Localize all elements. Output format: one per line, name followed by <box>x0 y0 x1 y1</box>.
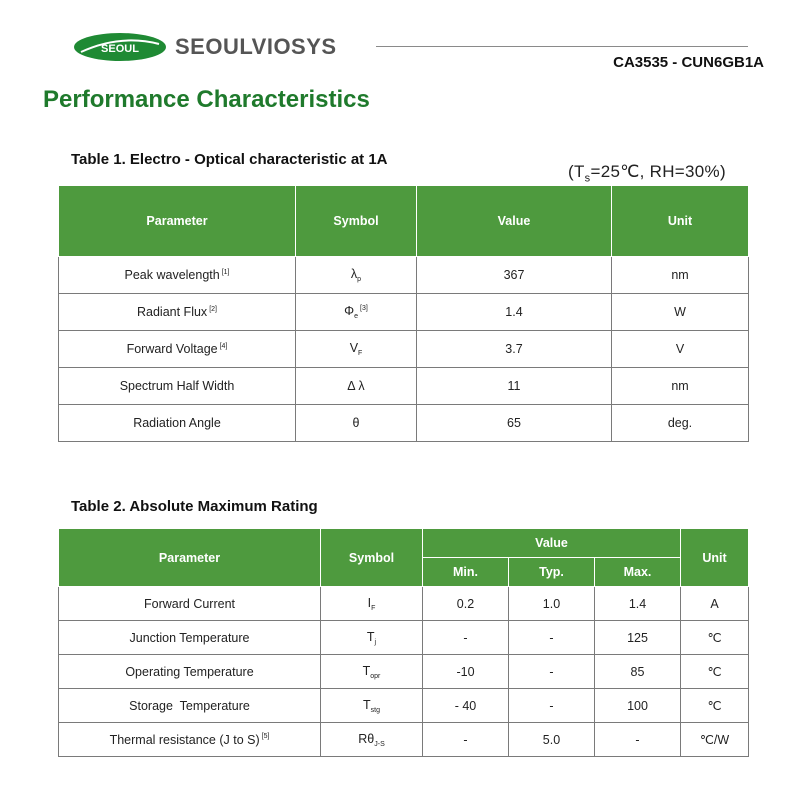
table2-title: Table 2. Absolute Maximum Rating <box>71 498 318 515</box>
header-symbol: Symbol <box>296 186 417 257</box>
unit-cell: nm <box>612 368 749 405</box>
table-row <box>59 331 749 368</box>
header-divider <box>376 46 748 47</box>
header-value: Value <box>423 529 681 558</box>
symbol-cell <box>321 689 423 723</box>
symbol: Φ <box>344 304 355 318</box>
symbol-cell <box>296 257 417 294</box>
min-cell: - 40 <box>423 689 509 723</box>
unit-cell: ℃ <box>681 655 749 689</box>
parameter-label: Radiation Angle <box>133 416 221 430</box>
electro-optical-table <box>58 185 749 442</box>
condition-suffix: =25℃, RH=30%) <box>590 162 726 181</box>
unit-cell: nm <box>612 257 749 294</box>
unit-cell: ℃ <box>681 621 749 655</box>
unit-cell: V <box>612 331 749 368</box>
value-cell: 3.7 <box>417 331 612 368</box>
symbol-cell <box>296 368 417 405</box>
unit-cell: ℃ <box>681 689 749 723</box>
min-cell: -10 <box>423 655 509 689</box>
header-unit: Unit <box>681 529 749 587</box>
table-row <box>59 689 749 723</box>
parameter-cell <box>59 368 296 405</box>
reference-mark: [5] <box>261 733 270 741</box>
reference-mark: [4] <box>219 342 228 350</box>
header-unit: Unit <box>612 186 749 257</box>
condition-prefix: (T <box>568 162 585 181</box>
brand-part2: VIOSYS <box>251 34 337 59</box>
parameter-label: Thermal resistance (J to S) <box>109 732 260 747</box>
symbol: V <box>349 341 359 355</box>
table-row <box>59 587 749 621</box>
table-row <box>59 621 749 655</box>
header-symbol: Symbol <box>321 529 423 587</box>
header-value: Value <box>417 186 612 257</box>
parameter-cell <box>59 405 296 442</box>
header-parameter: Parameter <box>59 186 296 257</box>
value-cell: 65 <box>417 405 612 442</box>
symbol-subscript: e <box>354 313 359 320</box>
min-cell: - <box>423 621 509 655</box>
table-row <box>59 405 749 442</box>
value-cell: 367 <box>417 257 612 294</box>
absolute-maximum-table <box>58 528 749 757</box>
parameter-label: Peak wavelength <box>124 268 220 282</box>
typ-cell: - <box>509 621 595 655</box>
unit-cell: A <box>681 587 749 621</box>
symbol: Rθ <box>358 731 375 746</box>
max-cell: 1.4 <box>595 587 681 621</box>
brand-wordmark <box>175 35 337 59</box>
min-cell: 0.2 <box>423 587 509 621</box>
typ-cell: - <box>509 655 595 689</box>
symbol-cell <box>321 587 423 621</box>
parameter-label: Radiant Flux <box>137 305 208 319</box>
max-cell: 85 <box>595 655 681 689</box>
symbol-subscript: p <box>357 276 362 283</box>
reference-mark: [1] <box>221 268 230 276</box>
parameter-cell <box>59 331 296 368</box>
max-cell: 100 <box>595 689 681 723</box>
header-typ: Typ. <box>509 558 595 587</box>
symbol: T <box>363 697 371 712</box>
min-cell: - <box>423 723 509 757</box>
symbol: T <box>366 629 375 644</box>
reference-mark: [2] <box>209 305 217 313</box>
symbol: T <box>362 663 371 678</box>
symbol-cell <box>296 331 417 368</box>
condition-sub: s <box>584 172 591 185</box>
header-max: Max. <box>595 558 681 587</box>
header-parameter: Parameter <box>59 529 321 587</box>
parameter-label: Forward Voltage <box>126 342 218 356</box>
table2-header-row <box>59 529 749 558</box>
symbol-superscript: [3] <box>360 304 368 312</box>
max-cell: 125 <box>595 621 681 655</box>
table-row <box>59 368 749 405</box>
parameter-cell: Junction Temperature <box>59 621 321 655</box>
page-title: Performance Characteristics <box>43 86 370 113</box>
parameter-cell: Forward Current <box>59 587 321 621</box>
parameter-cell: Storage Temperature <box>59 689 321 723</box>
typ-cell: - <box>509 689 595 723</box>
symbol-cell <box>296 405 417 442</box>
parameter-cell <box>59 723 321 757</box>
parameter-cell <box>59 294 296 331</box>
symbol-subscript: J-S <box>374 740 385 748</box>
table1-condition <box>568 162 726 184</box>
seoul-logo-icon <box>73 32 167 62</box>
symbol-cell <box>296 294 417 331</box>
table-row <box>59 723 749 757</box>
symbol: θ <box>352 416 360 430</box>
table-row <box>59 294 749 331</box>
unit-cell: W <box>612 294 749 331</box>
typ-cell: 5.0 <box>509 723 595 757</box>
symbol: Δ λ <box>347 379 365 393</box>
table1-title: Table 1. Electro - Optical characteristic at 1A <box>71 151 388 168</box>
unit-cell: deg. <box>612 405 749 442</box>
typ-cell: 1.0 <box>509 587 595 621</box>
symbol: I <box>367 595 372 610</box>
table1-header-row <box>59 186 749 257</box>
symbol-subscript: F <box>358 350 363 357</box>
symbol-subscript: opr <box>370 672 381 680</box>
parameter-label: Spectrum Half Width <box>119 379 235 393</box>
symbol-cell <box>321 655 423 689</box>
brand-part1: SEOUL <box>175 34 252 59</box>
value-cell: 11 <box>417 368 612 405</box>
symbol-cell <box>321 621 423 655</box>
header-min: Min. <box>423 558 509 587</box>
table-row <box>59 257 749 294</box>
value-cell: 1.4 <box>417 294 612 331</box>
table-row <box>59 655 749 689</box>
logo-badge-text: SEOUL <box>101 43 139 55</box>
symbol: λ <box>350 267 358 281</box>
unit-cell: ℃/W <box>681 723 749 757</box>
product-code: CA3535 - CUN6GB1A <box>613 54 764 71</box>
symbol-subscript: j <box>374 638 377 646</box>
max-cell: - <box>595 723 681 757</box>
symbol-cell <box>321 723 423 757</box>
symbol-subscript: stg <box>370 706 380 714</box>
symbol-subscript: F <box>371 604 376 612</box>
parameter-cell <box>59 257 296 294</box>
parameter-cell: Operating Temperature <box>59 655 321 689</box>
